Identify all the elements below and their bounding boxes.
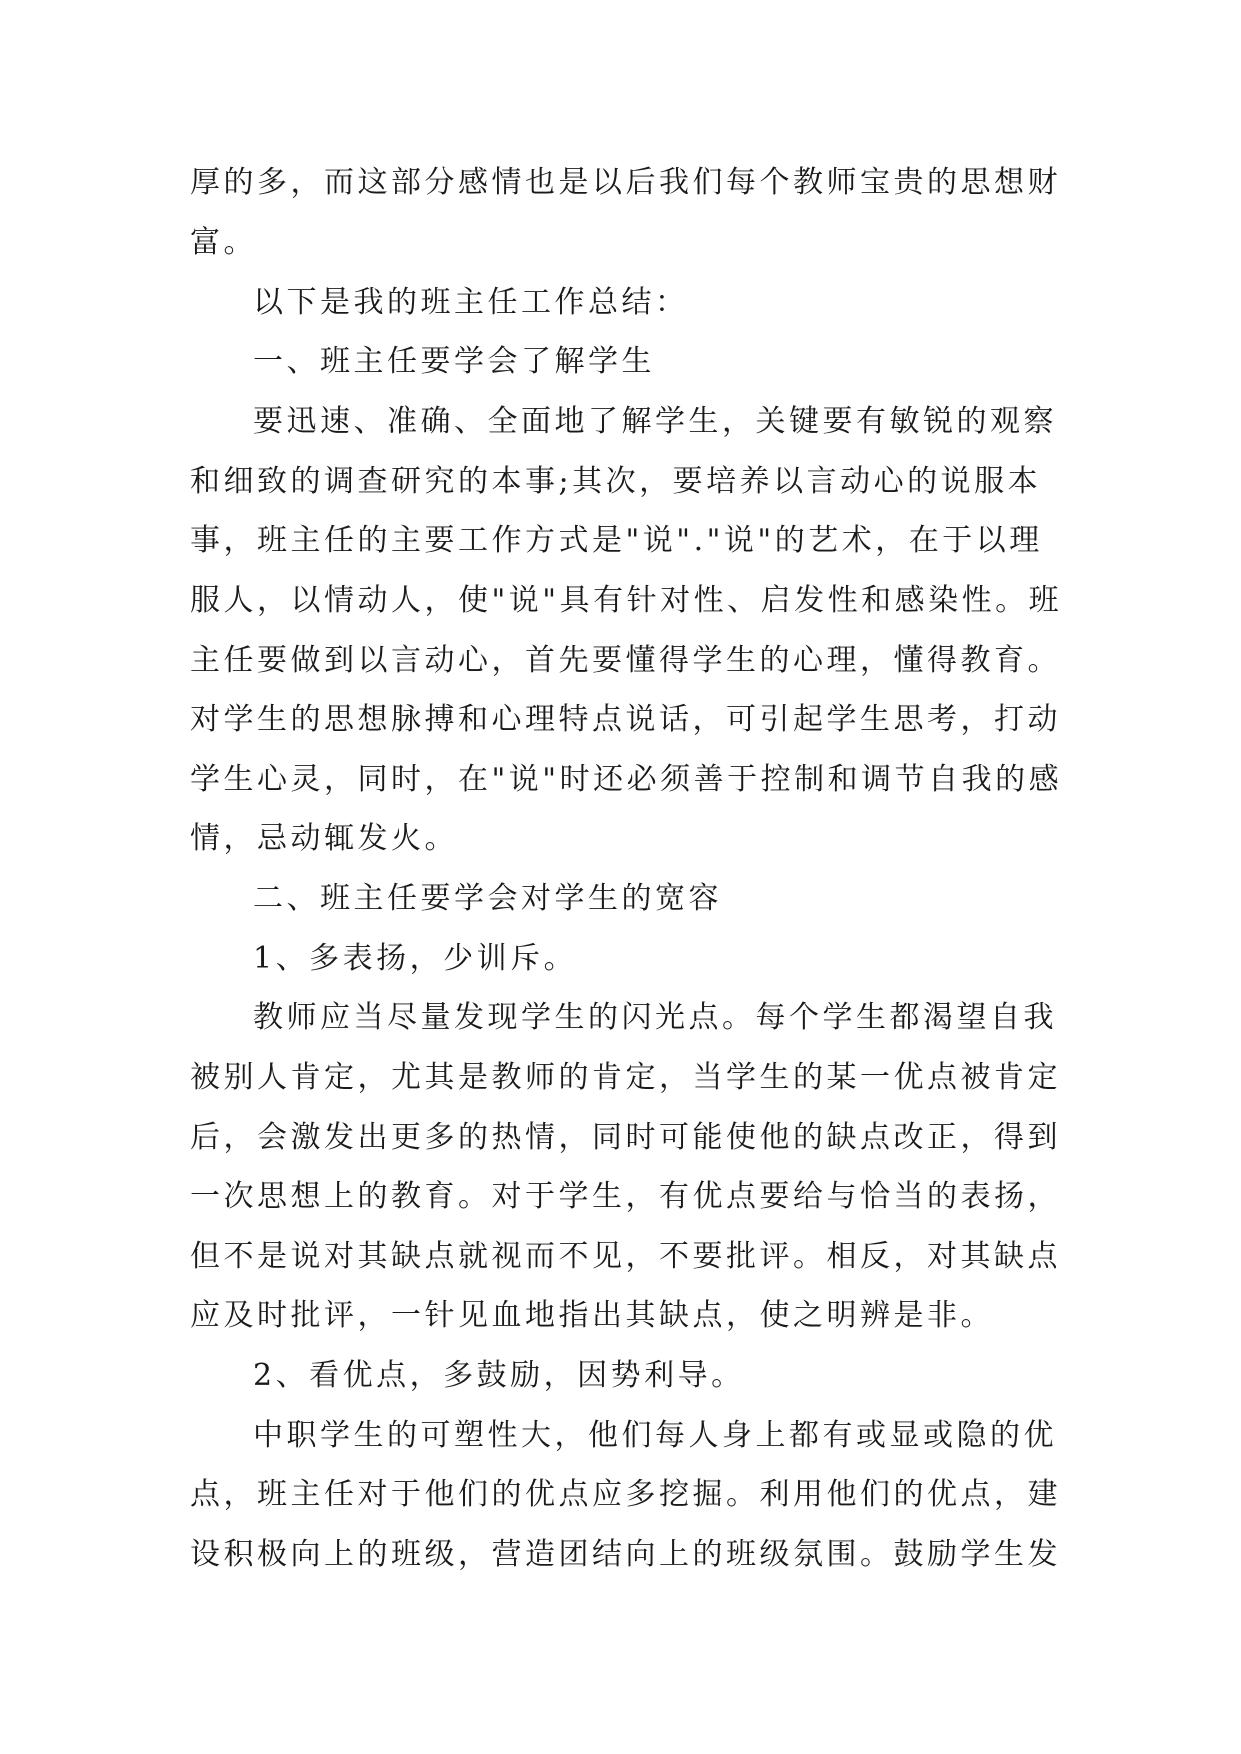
text-line: 要迅速、准确、全面地了解学生，关键要有敏锐的观察: [253, 404, 1057, 439]
subsection-heading: 2、看优点，多鼓励，因势利导。: [253, 1358, 745, 1393]
text-line: 厚的多，而这部分感情也是以后我们每个教师宝贵的思想财: [190, 165, 1061, 200]
text-line: 学生心灵，同时，在"说"时还必须善于控制和调节自我的感: [190, 762, 1063, 797]
text-line: 富。: [190, 225, 257, 260]
text-line: 应及时批评，一针见血地指出其缺点，使之明辨是非。: [190, 1298, 994, 1333]
text-line: 服人，以情动人，使"说"具有针对性、启发性和感染性。班: [190, 583, 1063, 618]
text-line: 被别人肯定，尤其是教师的肯定，当学生的某一优点被肯定: [190, 1060, 1061, 1095]
text-line: 和细致的调查研究的本事;其次，要培养以言动心的说服本: [190, 464, 1042, 499]
subsection-heading: 1、多表扬，少训斥。: [253, 941, 578, 976]
text-line: 但不是说对其缺点就视而不见，不要批评。相反，对其缺点: [190, 1239, 1061, 1274]
text-line: 中职学生的可塑性大，他们每人身上都有或显或隐的优: [253, 1418, 1057, 1453]
text-line: 以下是我的班主任工作总结：: [253, 285, 689, 320]
text-line: 情，忌动辄发火。: [190, 821, 458, 856]
section-heading: 一、班主任要学会了解学生: [253, 344, 655, 379]
text-line: 主任要做到以言动心，首先要懂得学生的心理，懂得教育。: [190, 643, 1061, 678]
text-line: 后，会激发出更多的热情，同时可能使他的缺点改正，得到: [190, 1120, 1061, 1155]
text-line: 设积极向上的班级，营造团结向上的班级氛围。鼓励学生发: [190, 1537, 1061, 1572]
section-heading: 二、班主任要学会对学生的宽容: [253, 881, 722, 916]
text-line: 一次思想上的教育。对于学生，有优点要给与恰当的表扬，: [190, 1179, 1061, 1214]
text-line: 对学生的思想脉搏和心理特点说话，可引起学生思考，打动: [190, 702, 1061, 737]
text-line: 点，班主任对于他们的优点应多挖掘。利用他们的优点，建: [190, 1477, 1061, 1512]
text-line: 事，班主任的主要工作方式是"说"."说"的艺术，在于以理: [190, 523, 1043, 558]
text-line: 教师应当尽量发现学生的闪光点。每个学生都渴望自我: [253, 1000, 1057, 1035]
